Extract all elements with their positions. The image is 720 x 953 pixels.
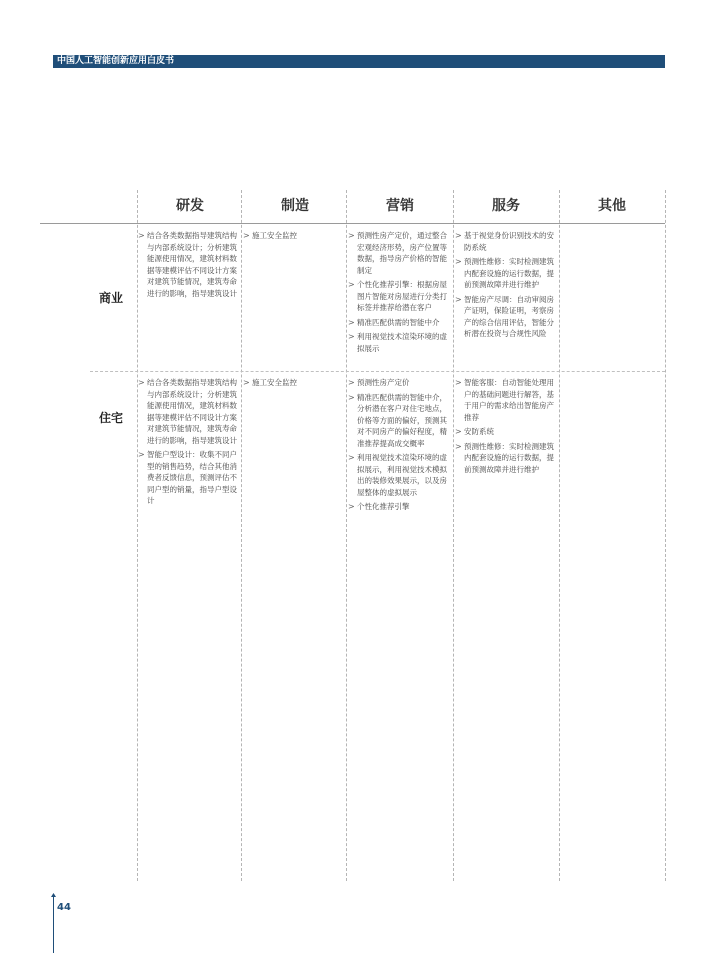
cell-residential-service [455, 377, 557, 478]
cell-residential-manufacturing [243, 377, 343, 392]
column-divider [346, 190, 347, 881]
list-item: > 个性化推荐引擎 [348, 502, 410, 511]
column-divider [665, 190, 666, 881]
list-item: > 施工安全监控 [243, 378, 297, 387]
list-item: > 利用视觉技术渲染环境的虚拟展示 [348, 332, 447, 353]
list-item: > 结合各类数据指导建筑结构与内部系统设计；分析建筑能源使用情况，建筑材料数据等建模评估不同设计方案对建筑节能情况，建筑寿命进行的影响，指导建筑设计 [138, 231, 237, 298]
list-item: > 结合各类数据指导建筑结构与内部系统设计；分析建筑能源使用情况，建筑材料数据等建模评估不同设计方案对建筑节能情况，建筑寿命进行的影响，指导建筑设计 [138, 378, 237, 445]
list-item: > 基于视觉身份识别技术的安防系统 [455, 231, 554, 252]
list-item: > 预测性维修：实时检测建筑内配套设施的运行数据，提前预测故障并进行维护 [455, 257, 554, 289]
list-item: > 智能房产尽调：自动审阅房产证明，保险证明，考察房产的综合信用评估，智能分析潜在投资与合规性风险 [455, 294, 554, 338]
cell-commercial-service [455, 230, 557, 343]
list-item: > 预测性房产定价，通过整合宏观经济形势，房产位置等数据，指导房产价格的智能制定 [348, 231, 447, 275]
column-divider [241, 190, 242, 881]
cell-commercial-rd [138, 230, 238, 302]
chevron-right-icon: > [348, 392, 355, 402]
chevron-right-icon: > [243, 231, 250, 240]
list-item: > 精准匹配供需的智能中介，分析潜在客户对住宅地点，价格等方面的偏好，预测其对不同房产的偏好程度，精准推荐提高成交概率 [348, 392, 447, 448]
header-title: 中国人工智能创新应用白皮书 [57, 56, 175, 66]
list-item: > 施工安全监控 [243, 231, 297, 240]
row-label-residential: 住宅 [98, 411, 123, 425]
chevron-right-icon: > [455, 257, 462, 266]
cell-commercial-manufacturing [243, 230, 343, 245]
cell-residential-rd [138, 377, 238, 510]
list-item: > 预测性维修：实时检测建筑内配套设施的运行数据，提前预测故障并进行维护 [455, 441, 554, 474]
chevron-right-icon: > [348, 332, 355, 341]
chevron-right-icon: > [243, 378, 250, 387]
chevron-right-icon: > [455, 231, 462, 240]
list-item: > 个性化推荐引擎：根据房屋图片智能对房屋进行分类打标签并推荐给潜在客户 [348, 280, 447, 312]
chevron-right-icon: > [455, 427, 462, 436]
row-label-commercial: 商业 [98, 291, 123, 305]
chevron-right-icon: > [348, 317, 355, 327]
chevron-right-icon: > [348, 231, 355, 240]
chevron-right-icon: > [348, 378, 355, 387]
chevron-right-icon: > [348, 502, 355, 511]
header-bar [53, 55, 665, 68]
list-item: > 智能户型设计：收集不同户型的销售趋势，结合其他消费者反馈信息，预测评估不同户型的销量，指导户型设计 [138, 450, 237, 505]
list-item: > 利用视觉技术渲染环境的虚拟展示，利用视觉技术模拟出的装修效果展示，以及房屋整体的虚拟展示 [348, 453, 447, 497]
column-header-marketing: 营销 [386, 198, 414, 214]
chevron-right-icon: > [138, 378, 145, 387]
chevron-right-icon: > [138, 231, 145, 240]
page-number: 44 [57, 902, 71, 913]
row-divider [90, 371, 665, 372]
column-header-other: 其他 [598, 198, 626, 214]
chevron-right-icon: > [455, 378, 462, 387]
cell-commercial-marketing [348, 230, 450, 357]
list-item: > 精准匹配供需的智能中介 [348, 317, 440, 327]
column-header-rd: 研发 [176, 198, 204, 214]
arrow-up-icon [51, 893, 56, 897]
chevron-right-icon: > [348, 280, 355, 289]
list-item: > 智能客服：自动智能处理用户的基础问题进行解答，基于用户的需求给出智能房产推荐 [455, 378, 554, 422]
chevron-right-icon: > [348, 453, 355, 462]
column-divider [559, 190, 560, 881]
column-header-service: 服务 [492, 198, 520, 214]
cell-residential-marketing [348, 377, 450, 516]
column-header-manufacturing: 制造 [281, 198, 309, 214]
column-divider [453, 190, 454, 881]
list-item: > 安防系统 [455, 427, 494, 436]
page-marker-line [53, 896, 54, 953]
list-item: > 预测性房产定价 [348, 378, 410, 387]
chevron-right-icon: > [138, 450, 145, 459]
chevron-right-icon: > [455, 294, 462, 304]
chevron-right-icon: > [455, 441, 462, 451]
header-divider [40, 223, 665, 224]
